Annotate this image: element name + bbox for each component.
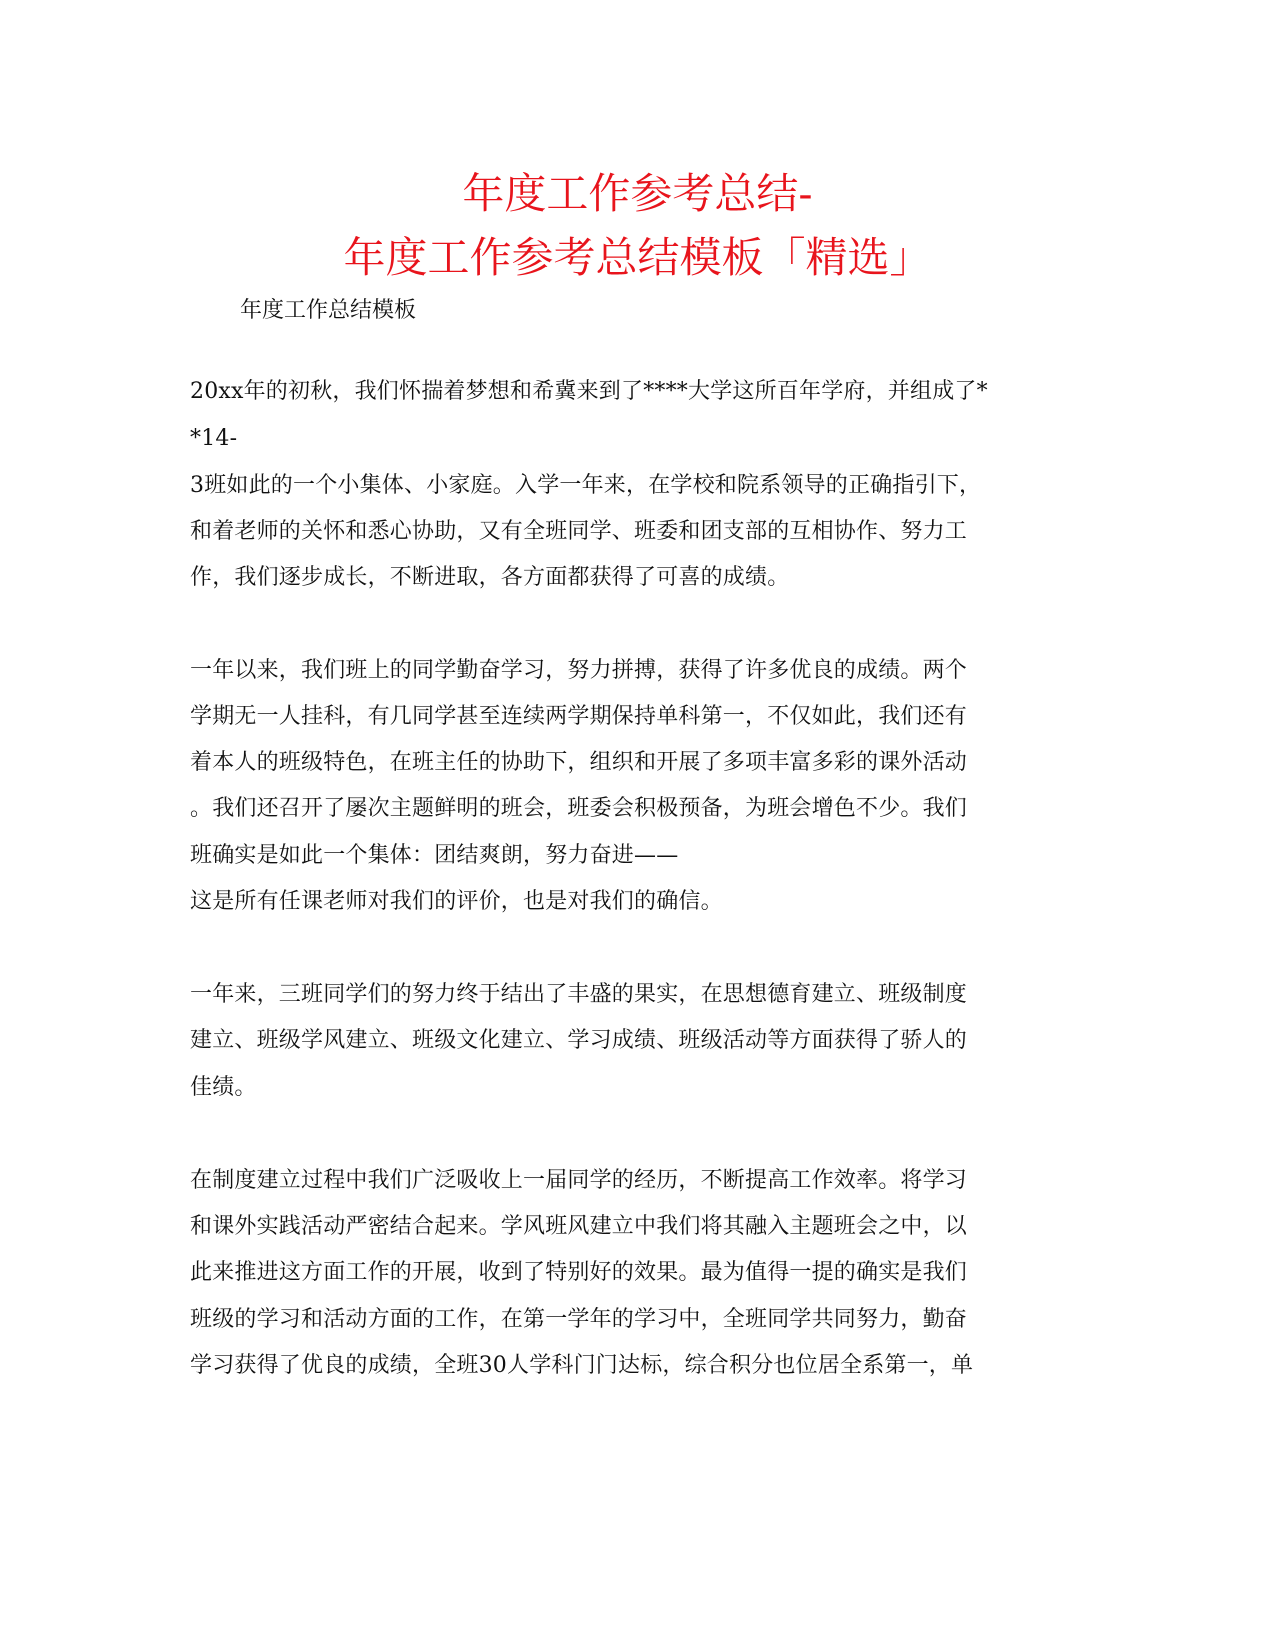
paragraph-2-line: 学期无一人挂科，有几同学甚至连续两学期保持单科第一，不仅如此，我们还有 (190, 704, 968, 729)
paragraph-1-line: 和着老师的关怀和悉心协助，又有全班同学、班委和团支部的互相协作、努力工 (190, 519, 968, 544)
document-title-line-1: 年度工作参考总结- (462, 169, 813, 218)
paragraph-3-line: 佳绩。 (190, 1075, 257, 1100)
paragraph-4-line: 此来推进这方面工作的开展，收到了特别好的效果。最为值得一提的确实是我们 (190, 1260, 968, 1285)
paragraph-2-line: 班确实是如此一个集体：团结爽朗，努力奋进—— (190, 843, 679, 868)
paragraph-3-line: 一年来，三班同学们的努力终于结出了丰盛的果实，在思想德育建立、班级制度 (190, 982, 968, 1007)
paragraph-4-line: 在制度建立过程中我们广泛吸收上一届同学的经历，不断提高工作效率。将学习 (190, 1168, 968, 1193)
paragraph-2-line: 一年以来，我们班上的同学勤奋学习，努力拼搏，获得了许多优良的成绩。两个 (190, 658, 968, 683)
paragraph-1-line: 作，我们逐步成长，不断进取，各方面都获得了可喜的成绩。 (190, 565, 790, 590)
paragraph-2-line: 这是所有任课老师对我们的评价，也是对我们的确信。 (190, 889, 723, 914)
paragraph-2-line: 着本人的班级特色，在班主任的协助下，组织和开展了多项丰富多彩的课外活动 (190, 750, 968, 775)
paragraph-4-line: 学习获得了优良的成绩，全班30人学科门门达标，综合积分也位居全系第一，单 (190, 1353, 974, 1378)
paragraph-4-line: 和课外实践活动严密结合起来。学风班风建立中我们将其融入主题班会之中，以 (190, 1214, 968, 1239)
document-subtitle: 年度工作总结模板 (240, 298, 417, 323)
document-title-line-2: 年度工作参考总结模板「精选」 (343, 233, 932, 282)
paragraph-1-line: *14- (190, 426, 238, 451)
paragraph-4-line: 班级的学习和活动方面的工作，在第一学年的学习中，全班同学共同努力，勤奋 (190, 1307, 968, 1332)
paragraph-1-line: 3班如此的一个小集体、小家庭。入学一年来，在学校和院系领导的正确指引下， (190, 473, 982, 498)
paragraph-1-line: 20xx年的初秋，我们怀揣着梦想和希冀来到了****大学这所百年学府，并组成了* (190, 379, 988, 404)
paragraph-2-line: 。我们还召开了屡次主题鲜明的班会，班委会积极预备，为班会增色不少。我们 (190, 796, 968, 821)
paragraph-3-line: 建立、班级学风建立、班级文化建立、学习成绩、班级活动等方面获得了骄人的 (190, 1028, 968, 1053)
